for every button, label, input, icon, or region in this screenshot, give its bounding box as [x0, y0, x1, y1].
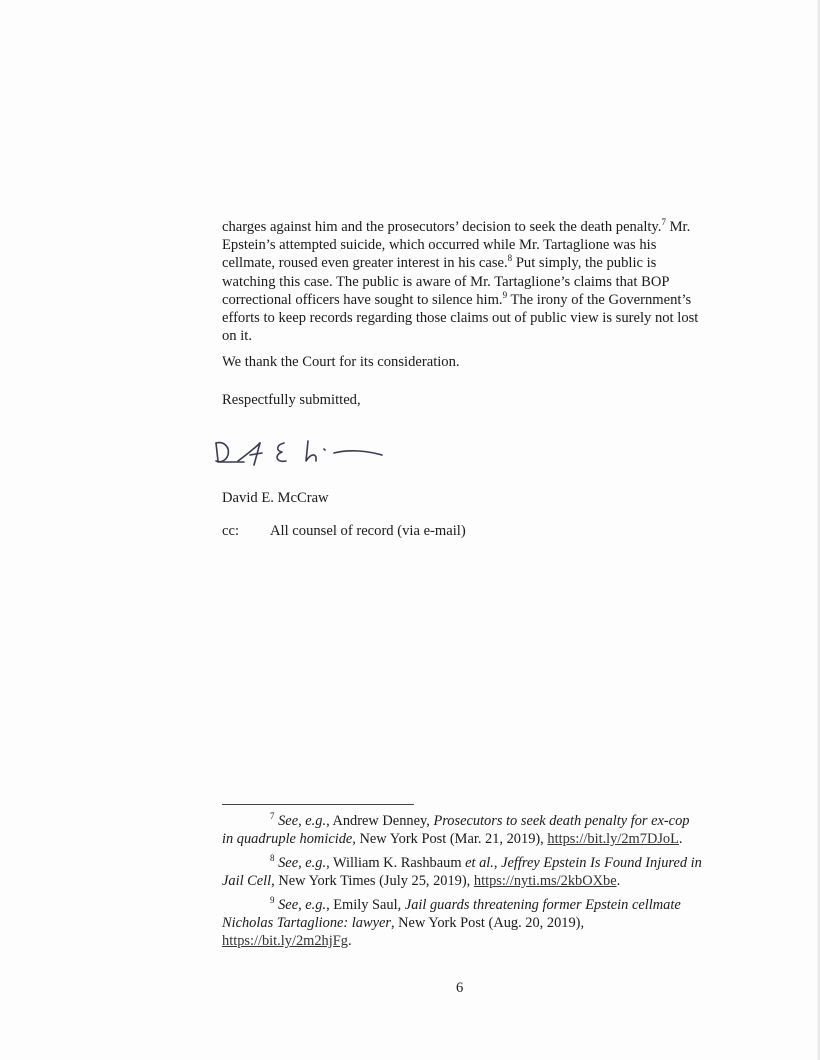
footnote-signal: See, e.g. [278, 855, 327, 871]
footnote-ref-8[interactable]: 8 [507, 253, 513, 264]
footnote-end: . [616, 873, 621, 889]
footnote-8 [222, 854, 704, 890]
signer-name: David E. McCraw [222, 490, 329, 506]
body-paragraph [222, 218, 702, 345]
page-number: 6 [456, 980, 464, 996]
footnote-author: , Emily Saul, [326, 897, 405, 913]
footnote-end: . [347, 933, 352, 949]
footnote-title: Jail guards threatening former Epstein cellmate Nicholas Tartaglione: lawyer [222, 897, 681, 931]
footnote-7 [222, 812, 704, 848]
footnote-end: . [678, 831, 683, 847]
body-sentence-4: The irony of the Government’s efforts to keep records regarding those claims out of public view is surely not lost on it. [222, 291, 699, 345]
footnote-ref-7[interactable]: 7 [661, 217, 666, 228]
footnotes-section [222, 812, 704, 956]
respectfully-submitted: Respectfully submitted, [222, 392, 361, 408]
cc-label: cc: [222, 523, 240, 539]
cc-recipients: All counsel of record (via e-mail) [270, 523, 466, 539]
footnote-source: , New York Post (Mar. 21, 2019), [352, 831, 548, 847]
body-sentence-2: Mr. Epstein’s attempted suicide, which occurred while Mr. Tartaglione was his cellmate, roused even greater interest in his case. [222, 219, 691, 272]
body-sentence-3: Put simply, the public is watching this case. The public is aware of Mr. Tartaglione’s claims that BOP correctional officers have sought to silence him. [222, 255, 669, 308]
footnote-signal: See, e.g. [278, 897, 327, 913]
cc-line [222, 523, 466, 540]
footnote-signal: See, e.g. [278, 813, 327, 829]
footnote-9 [222, 896, 704, 950]
footnote-title: Prosecutors to seek death penalty for ex-cop in quadruple homicide [222, 813, 690, 847]
footnote-title: Jeffrey Epstein Is Found Injured in Jail Cell [222, 855, 702, 889]
body-sentence-1: charges against him and the prosecutors’ decision to seek the death penalty. [222, 219, 662, 235]
footnote-link[interactable]: https://bit.ly/2m2hjFg [222, 933, 348, 949]
footnote-number: 8 [270, 853, 275, 864]
footnote-source: , New York Times (July 25, 2019), [271, 873, 474, 889]
footnote-ref-9[interactable]: 9 [502, 289, 508, 300]
footnote-etal: et al. [465, 855, 494, 871]
footnote-link[interactable]: https://nyti.ms/2kbOXbe [473, 873, 617, 889]
footnote-author: , William K. Rashbaum [326, 855, 466, 871]
footnote-comma: , [493, 855, 502, 871]
footnote-number: 7 [270, 811, 275, 822]
closing-line: We thank the Court for its consideration. [222, 354, 460, 370]
footnote-link[interactable]: https://bit.ly/2m7DJoL [547, 831, 679, 847]
footnote-number: 9 [270, 895, 275, 906]
footnote-separator [222, 804, 414, 805]
footnote-author: , Andrew Denney, [326, 813, 434, 829]
footnote-source: , New York Post (Aug. 20, 2019), [390, 915, 585, 931]
handwritten-signature [210, 425, 390, 475]
